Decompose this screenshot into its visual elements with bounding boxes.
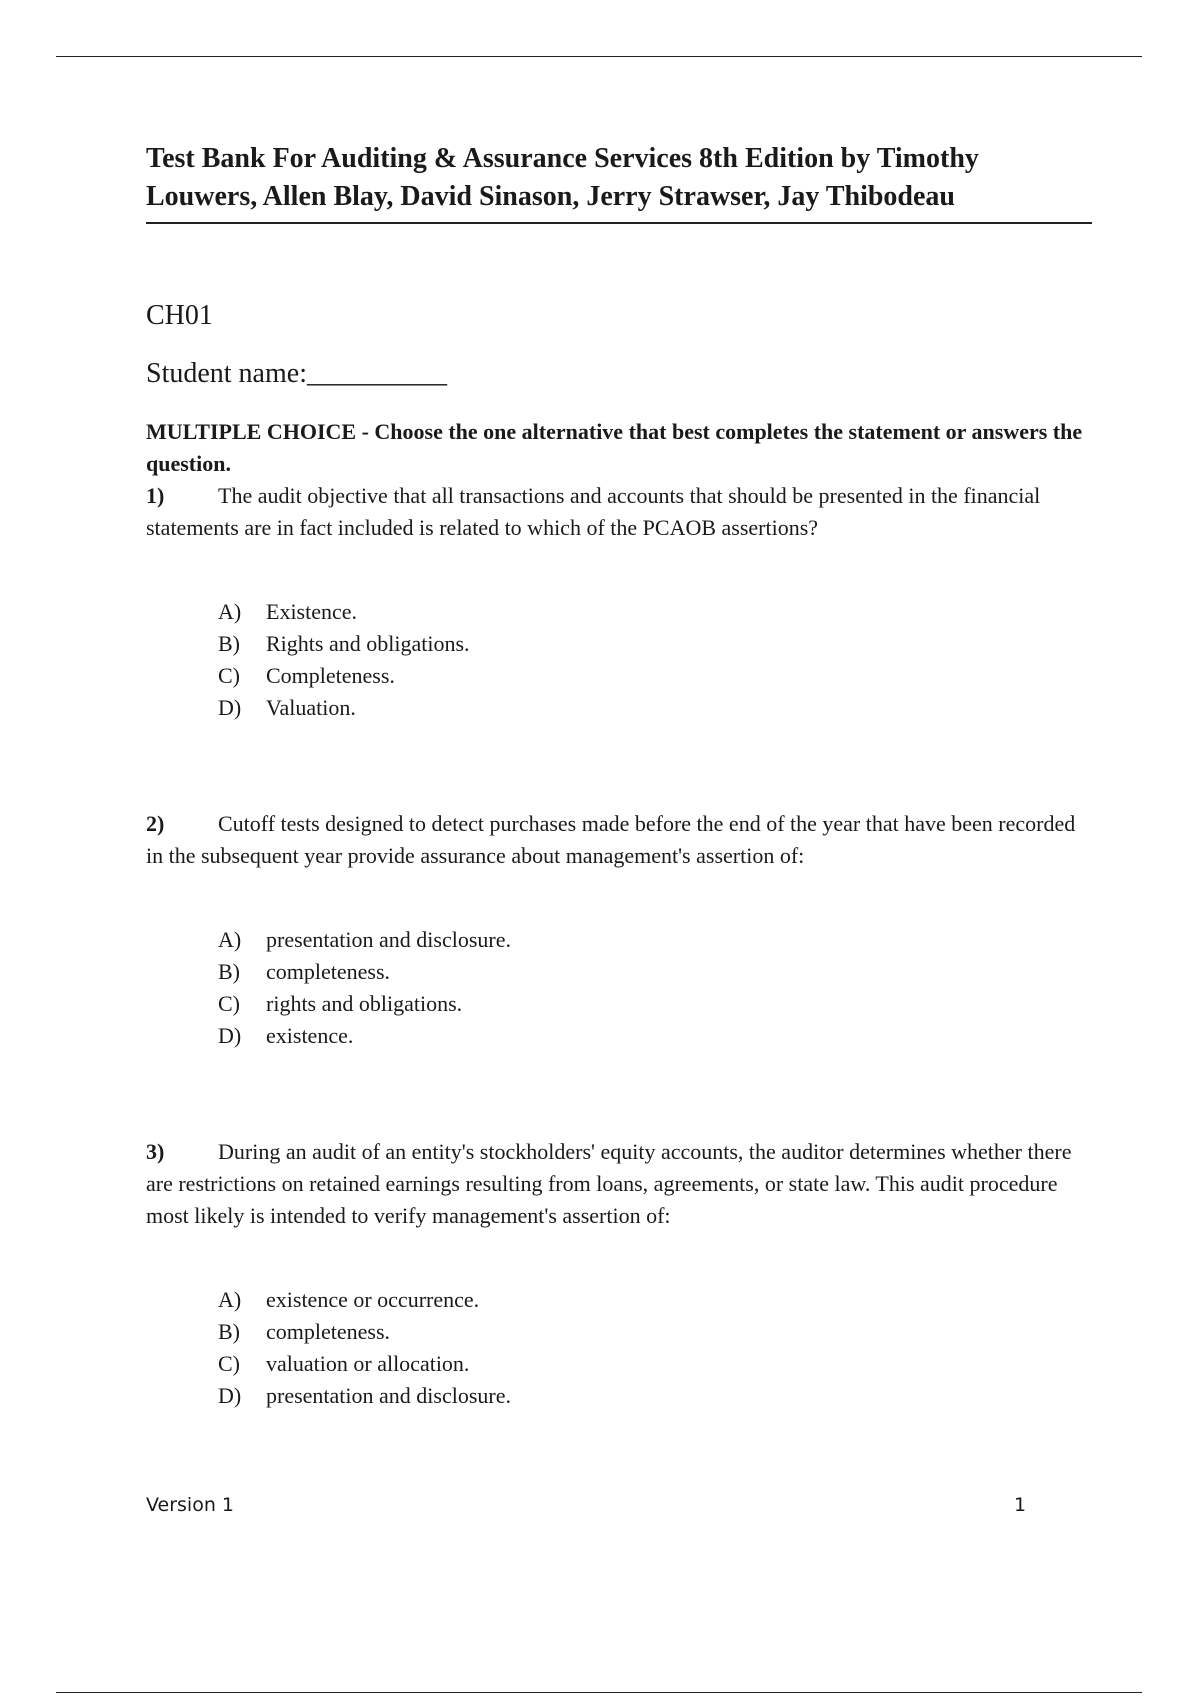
choice-b: B) completeness. bbox=[218, 959, 391, 984]
choice-d: D) Valuation. bbox=[218, 695, 356, 720]
question-text: The audit objective that all transactions and accounts that should be presented in the financial statements are in fact included is related to which of the PCAOB assertions? bbox=[146, 483, 1041, 540]
question-number: 2) bbox=[146, 811, 165, 836]
choice-d: D) existence. bbox=[218, 1023, 354, 1048]
choice-a: A) presentation and disclosure. bbox=[218, 927, 511, 952]
choice-b: B) completeness. bbox=[218, 1319, 391, 1344]
chapter-label: CH01 bbox=[146, 300, 213, 331]
question-3 bbox=[146, 1136, 1092, 1232]
title-block bbox=[146, 140, 1092, 224]
choice-a: A) Existence. bbox=[218, 599, 358, 624]
bottom-rule bbox=[56, 1692, 1142, 1693]
question-number: 3) bbox=[146, 1139, 165, 1164]
document-title: Test Bank For Auditing & Assurance Services 8th Edition by Timothy Louwers, Allen Blay, David Sinason, Jerry Strawser, Jay Thibodeau bbox=[146, 140, 1092, 224]
choice-a: A) existence or occurrence. bbox=[218, 1287, 480, 1312]
section-instructions: MULTIPLE CHOICE - Choose the one alternative that best completes the statement or answers the question. bbox=[146, 419, 1083, 476]
choice-c: C) Completeness. bbox=[218, 663, 395, 688]
choice-c: C) valuation or allocation. bbox=[218, 1351, 470, 1376]
student-name-label: Student name:__________ bbox=[146, 358, 447, 389]
choice-c: C) rights and obligations. bbox=[218, 991, 463, 1016]
question-3-choices bbox=[218, 1284, 511, 1412]
question-text: During an audit of an entity's stockholders' equity accounts, the auditor determines whether there are restrictions on retained earnings resulting from loans, agreements, or state law. This audit procedure most likely is intended to verify management's assertion of: bbox=[146, 1139, 1072, 1228]
question-number: 1) bbox=[146, 483, 165, 508]
choice-b: B) Rights and obligations. bbox=[218, 631, 470, 656]
question-2 bbox=[146, 808, 1092, 872]
question-1 bbox=[146, 480, 1092, 544]
top-rule bbox=[56, 56, 1142, 57]
question-text: Cutoff tests designed to detect purchases made before the end of the year that have been recorded in the subsequent year provide assurance about management's assertion of: bbox=[146, 811, 1076, 868]
question-2-choices bbox=[218, 924, 511, 1052]
question-1-choices bbox=[218, 596, 470, 724]
choice-d: D) presentation and disclosure. bbox=[218, 1383, 511, 1408]
footer-version: Version 1 bbox=[146, 1494, 234, 1516]
footer-page-number: 1 bbox=[1014, 1494, 1027, 1516]
